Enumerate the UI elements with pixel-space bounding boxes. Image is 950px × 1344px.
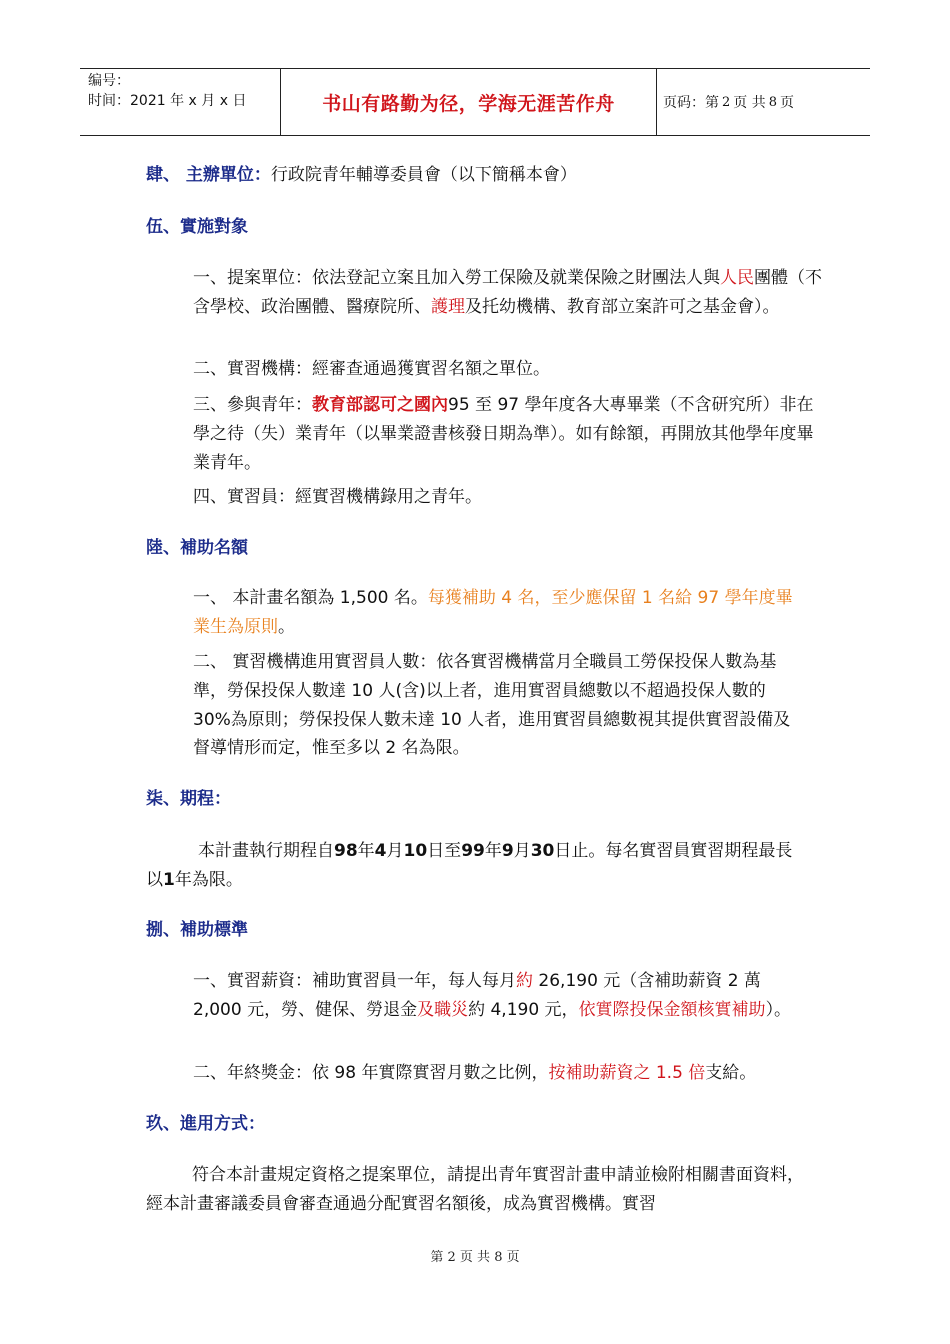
section-5-item-3 [193, 391, 823, 477]
number-label: 编号： [88, 73, 130, 89]
header-page-number [657, 69, 870, 135]
text-run: 月 [386, 841, 404, 861]
section-6-heading: 陸、補助名額 [146, 538, 248, 558]
page-header [80, 68, 870, 136]
text-run: 約 4,190 元， [468, 999, 579, 1020]
time-label: 时间：2021 年 x 月 x 日 [88, 93, 247, 109]
page-suffix: 页 [780, 95, 795, 111]
section-5-item-1 [193, 264, 823, 322]
year-start: 98 [334, 841, 358, 861]
max-years: 1 [163, 869, 175, 890]
text-run: 一、實習薪資：補助實習員一年，每人每月 [193, 971, 516, 991]
text-run: 支給。 [705, 1063, 757, 1083]
highlight-red: 依實際投保金額核實補助 [578, 999, 766, 1020]
text-run: 本計畫執行期程自 [198, 841, 334, 861]
highlight-red: 及職災 [417, 999, 469, 1020]
highlight-orange: 每獲補助 4 名，至少應保留 1 名給 97 學年度畢業生為原則 [193, 588, 793, 637]
section-6-item-1 [193, 584, 803, 642]
section-5-heading: 伍、實施對象 [146, 217, 248, 237]
day-end: 30 [530, 841, 555, 861]
year-end: 99 [461, 841, 485, 861]
text-run: 一、 本計畫名額為 1,500 名。 [193, 588, 428, 608]
section-8-item-2 [193, 1059, 823, 1088]
section-7-heading: 柒、期程： [146, 789, 231, 809]
text-run: 年 [484, 841, 502, 861]
text-run: ）。 [765, 999, 792, 1020]
section-5-item-4: 四、實習員：經實習機構錄用之青年。 [193, 487, 482, 507]
text-run: 。 [278, 616, 295, 637]
month-end: 9 [501, 841, 514, 861]
highlight-red: 護理 [431, 296, 465, 317]
text-run: 二、年終獎金：依 98 年實際實習月數之比例， [193, 1063, 549, 1083]
section-9-heading: 玖、進用方式： [146, 1114, 265, 1134]
text-run: 及托幼機構、教育部立案許可之基金會）。 [465, 296, 780, 317]
section-6-item-2: 二、 實習機構進用實習員人數：依各實習機構當月全職員工勞保投保人數為基準，勞保投保人數達 10 人(含)以上者，進用實習員總數以不超過投保人數的 30%為原則；勞保投保人數未達 10 人者，進用實習員總數視其提供實習設備及督導情形而定，惟至多以 2 名為限。 [193, 652, 791, 759]
text-run: 一、提案單位：依法登記立案且加入勞工保險及就業保險之財團法人與 [193, 268, 720, 288]
page-footer: 第 2 页 共 8 页 [430, 1250, 520, 1265]
text-run: 年為限。 [174, 869, 243, 890]
page-current: 2 [722, 94, 731, 110]
text-run: 日至 [427, 841, 462, 861]
day-start: 10 [403, 841, 428, 861]
section-4-title: 肆、 主辦單位： [146, 165, 271, 185]
highlight-red: 人民 [720, 268, 754, 288]
page-total: 8 [768, 94, 778, 110]
section-9-body: 符合本計畫規定資格之提案單位，請提出青年實習計畫申請並檢附相關書面資料，經本計畫審議委員會審查通過分配實習名額後，成為實習機構。實習 [146, 1165, 804, 1214]
month-start: 4 [374, 841, 387, 861]
section-8-item-1 [193, 967, 813, 1025]
section-4-heading [146, 163, 577, 187]
section-8-heading: 捌、補助標準 [146, 920, 248, 940]
text-run: 26,190 元（含補助薪資 2 萬 2,000 元，勞、健保、勞退金 [193, 971, 761, 1020]
highlight-red: 按補助薪資之 1.5 倍 [548, 1063, 706, 1083]
text-run: 日止。每名實習員實習期程最長以 [146, 841, 793, 890]
text-run: 月 [513, 841, 531, 861]
page-mid: 页 共 [733, 95, 766, 111]
header-motto: 书山有路勤为径，学海无涯苦作舟 [280, 69, 657, 135]
section-5-item-2: 二、實習機構：經審查通過獲實習名額之單位。 [193, 359, 550, 379]
section-7-body [146, 837, 806, 895]
text-run: 三、參與青年： [193, 395, 312, 415]
text-run: 95 至 97 學年度各大專畢業（不含研究所）非在學之待（失）業青年（以畢業證書核發日期為準）。如有餘額，再開放其他學年度畢業青年。 [193, 395, 814, 473]
header-meta [80, 69, 280, 135]
highlight-red: 約 [516, 971, 533, 991]
highlight-red: 教育部認可之國內 [312, 395, 448, 415]
text-run: 年 [357, 841, 375, 861]
page-prefix: 页码：第 [663, 95, 719, 111]
text-run: 團體（不含學校、政治團體、醫療院所、 [193, 268, 822, 317]
section-4-text: 行政院青年輔導委員會（以下簡稱本會） [270, 165, 577, 185]
